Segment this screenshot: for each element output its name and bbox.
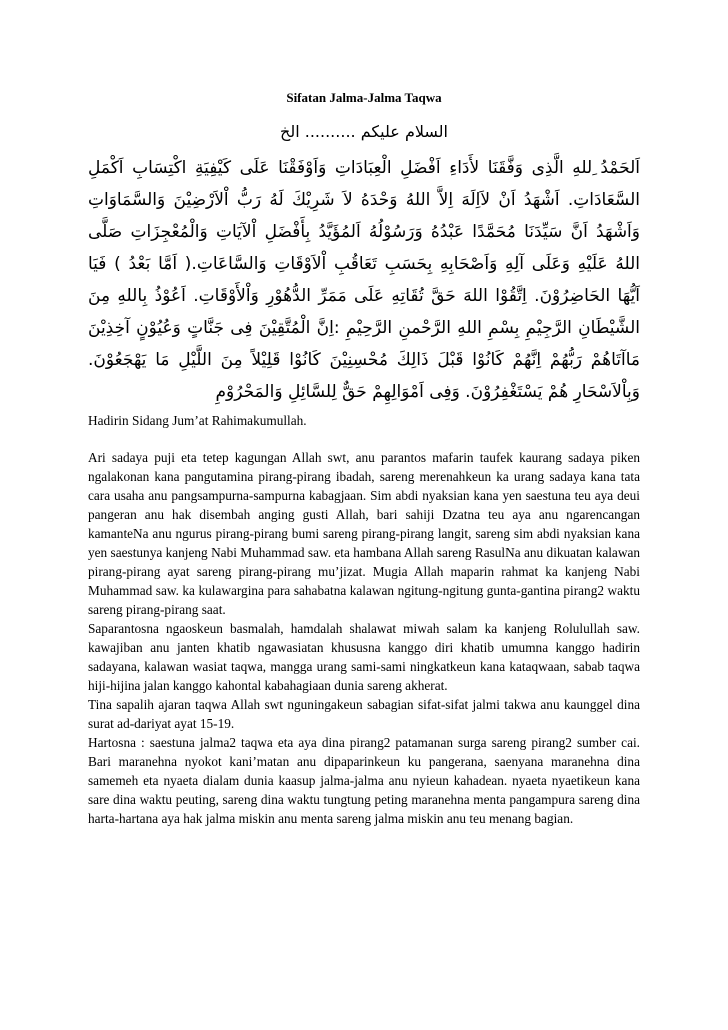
paragraph-translation: Hartosna : saestuna jalma2 taqwa eta aya dina pirang2 patamanan surga sareng pirang2 sumber cai. Bari maranehna nyokot kani’matan anu dipaparinkeun ku pangerana, saenyana maranehna dina samemeh eta nyaeta dialam dunia kaasup jalma-jalma anu nyieun kahadean. nyaeta nyaetikeun kana sare dina waktu peuting, sareng dina waktu tungtung peting maranehna menta pangampura sareng dina harta-hartana aya hak jalma miskin anu menta sareng jalma miskin anu teu menang bagian.: [88, 735, 640, 826]
document-title: Sifatan Jalma-Jalma Taqwa: [286, 90, 442, 105]
paragraph-opening-praise: Ari sadaya puji eta tetep kagungan Allah swt, anu parantos mafarin taufek kaurang sadaya piken ngalakonan kana pangutamina pirang-pirang ibadah, sareng merenahkeun ka urang sadaya kana tata cara usaha anu pangsampurna-sampurna kabagjaan. Sim abdi nyaksian kana yen saestuna teu aya deui pangeran anu hak disembah anging gusti Allah, bari sahiji Dzatna teu aya anu ngarencangan kamanteNa anu ngurus pirang-pirang bumi sareng pirang-pirang langit, sareng sim abdi nyaksian kana yen saestunya kanjeng Nabi Muhammad saw. eta hambana Allah sareng RasulNa anu dikuatan kalawan pirang-pirang ayat sareng pirang-pirang mu’jizat. Mugia Allah maparin rahmat ka kanjeng Nabi Muhammad saw. ka kulawargina para sahabatna kalawan ngitung-ngitung gunta-gantina pirang2 waktu sareng pirang-pirang saat.: [88, 450, 640, 617]
greeting-line: Hadirin Sidang Jum’at Rahimakumullah.: [88, 413, 307, 428]
body-text: [88, 448, 640, 828]
salam-line: السلام عليكم .......... الخ: [280, 122, 448, 141]
paragraph-surah-reference: Tina sapalih ajaran taqwa Allah swt nguningakeun sabagian sifat-sifat jalmi takwa anu kaunggel dina surat ad-dariyat ayat 15-19.: [88, 697, 640, 731]
arabic-opening-khutbah: اَلحَمْدُ ِللهِ الَّذِى وَفَّقَنَا لأَدَاءِ اَفْضَلِ الْعِبَادَاتِ وَاَوْفَقْنَا عَلَى كَيْفِيَةِ اكْتِسَابِ اَكْمَلِ السَّعَادَاتِ. اَشْهَدُ اَنْ لاَاِلَهَ اِلاَّ اللهُ وَحْدَهُ لاَ شَرِيْكَ لَهُ رَبُّ اْلاَرْضِيْنَ وَالسَّمَاوَاتِ وَاَشْهَدُ اَنَّ سَيِّدَنَا مُحَمَّدًا عَبْدُهُ وَرَسُوْلُهُ اَلمُؤَيَّدُ بِأَفْضَلِ اْلآيَاتِ وَالْمُعْجِزَاتِ صَلَّى اللهُ عَلَيْهِ وَعَلَى آلِهِ وَاَصْحَابِهِ بِحَسَبِ تَعَاقُبِ اْلاَوْقَاتِ وَالسَّاعَاتِ.( اَمَّا بَعْدُ ) فَيَا اَيُّهَا الحَاضِرُوْنَ. اِتَّقُوْا اللهَ حَقَّ تُقَاتِهِ عَلَى مَمَرِّ الدُّهُوْرِ وَاْلأَوْقَاتِ. اَعُوْذُ بِاللهِ مِنَ الشَّيْطَانِ الرَّجِيْمِ بِسْمِ اللهِ الرَّحْمنِ الرَّحِيْمِ :اِنَّ الْمُتَّقِيْنَ فِى جَنَّاتٍ وَعُيُوْنٍ آخِذِيْنَ مَاآتَاهُمْ رَبُّهُمْ اِنَّهُمْ كَانُوْا قَبْلَ ذَالِكَ مُحْسِنِيْنَ كَانُوْا قَلِيْلاً مِنَ اللَّيْلِ مَا يَهْجَعُوْنَ. وَبِاْلاَسْحَارِ هُمْ يَسْتَغْفِرُوْنَ. وَفِى اَمْوَالِهِمْ حَقٌّ لِلسَّائِلِ وَالمَحْرُوْمِ: [88, 158, 640, 402]
paragraph-taqwa-advice: Saparantosna ngaoskeun basmalah, hamdalah shalawat miwah salam ka kanjeng Rolulullah saw. kawajiban anu janten khatib ngawasiatan khususna kanggo diri khatib umumna kanggo hadirin sadayana, kalawan wasiat taqwa, mangga urang sami-sami ningkatkeun kana kataqwaan, sabab taqwa hiji-hijina jalan kanggo kahontal kabahagiaan dunia sareng akherat.: [88, 621, 640, 693]
